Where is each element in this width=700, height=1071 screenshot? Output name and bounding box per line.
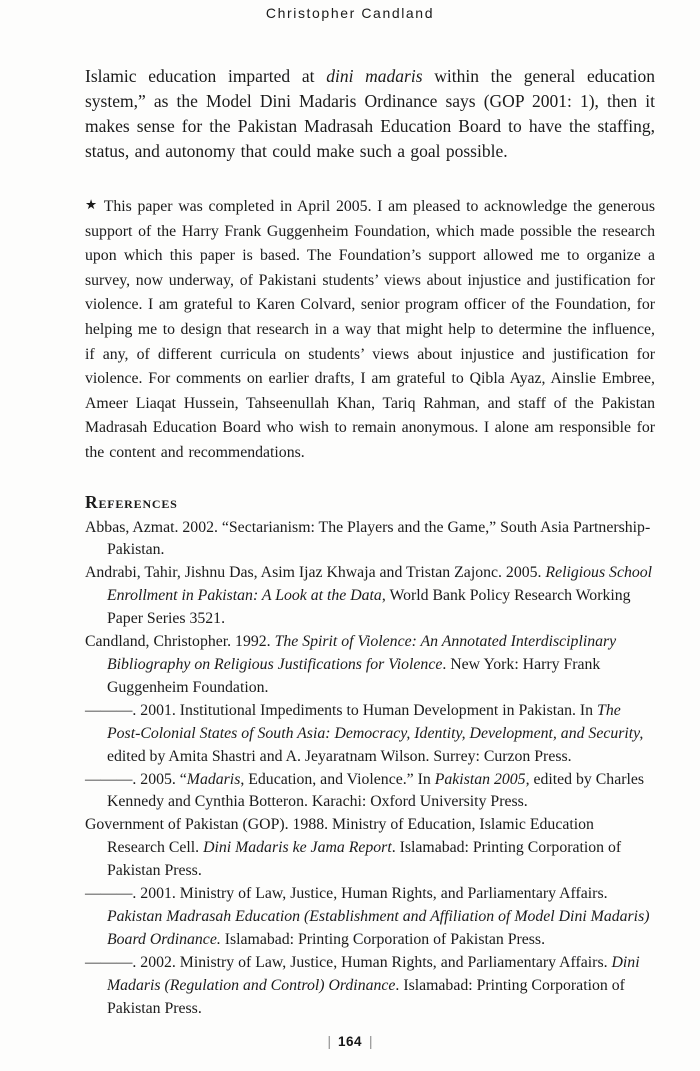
page-number: 164 [337,1034,363,1049]
reference-entry: ———. 2001. Ministry of Law, Justice, Human Rights, and Parliamentary Affairs. Pakistan Madrasah Education (Establishment and Affiliation of Model Dini Madaris) Board Ordinance. Islamabad: Printing Corporation of Pakistan Press. [85,885,650,948]
running-header: Christopher Candland [265,5,435,21]
footnote-text: This paper was completed in April 2005. I am pleased to acknowledge the generous support of the Harry Frank Guggenheim Foundation, which made possible the research upon which this paper is based. The Foundation’s support allowed me to organize a survey, now underway, of Pakistani students’ views about injustice and justification for violence. I am grateful to Karen Colvard, senior program officer of the Foundation, for helping me to design that research in a way that might help to determine the influence, if any, of different curricula on students’ views about injustice and justification for violence. For comments on earlier drafts, I am grateful to Qibla Ayaz, Ainslie Embree, Ameer Liaqat Hussein, Tahseenullah Khan, Tariq Rahman, and staff of the Pakistan Madrasah Education Board who wish to remain anonymous. I alone am responsible for the content and recommendations. [85,198,655,461]
footer-right-bar: | [369,1034,373,1049]
reference-entry: Government of Pakistan (GOP). 1988. Ministry of Education, Islamic Education Research Cell. Dini Madaris ke Jama Report. Islamabad: Printing Corporation of Pakistan Press. [85,816,622,880]
reference-entry: Andrabi, Tahir, Jishnu Das, Asim Ijaz Khwaja and Tristan Zajonc. 2005. Religious School Enrollment in Pakistan: A Look at the Data, World Bank Policy Research Working Paper Series 3521. [85,564,653,628]
reference-entry: ———. 2005. “Madaris, Education, and Violence.” In Pakistan 2005, edited by Charles Kennedy and Cynthia Botteron. Karachi: Oxford University Press. [85,770,645,811]
footnote-star-icon: ★ [85,197,98,212]
references-list [85,517,655,1021]
page-footer [0,1034,700,1049]
opening-paragraph: Islamic education imparted at dini madaris within the general education system,” as the Model Dini Madaris Ordinance says (GOP 2001: 1), then it makes sense for the Pakistan Madrasah Education Board to have the staffing, status, and autonomy that could make such a goal possible. [85,66,655,161]
footnote [85,195,655,466]
page-content [0,64,700,1020]
reference-entry: Candland, Christopher. 1992. The Spirit of Violence: An Annotated Interdisciplinary Bibliography on Religious Justifications for Violence. New York: Harry Frank Guggenheim Foundation. [85,633,617,696]
references-heading: References [85,491,178,512]
reference-entry: Abbas, Azmat. 2002. “Sectarianism: The Players and the Game,” South Asia Partnership-Pakistan. [85,518,651,559]
reference-entry: ———. 2001. Institutional Impediments to Human Development in Pakistan. In The Post-Colonial States of South Asia: Democracy, Identity, Development, and Security, edited by Amita Shastri and A. Jeyaratnam Wilson. Surrey: Curzon Press. [85,701,644,765]
footer-left-bar: | [327,1034,331,1049]
reference-entry: ———. 2002. Ministry of Law, Justice, Human Rights, and Parliamentary Affairs. Dini Madaris (Regulation and Control) Ordinance. Islamabad: Printing Corporation of Pakistan Press. [85,953,640,1017]
